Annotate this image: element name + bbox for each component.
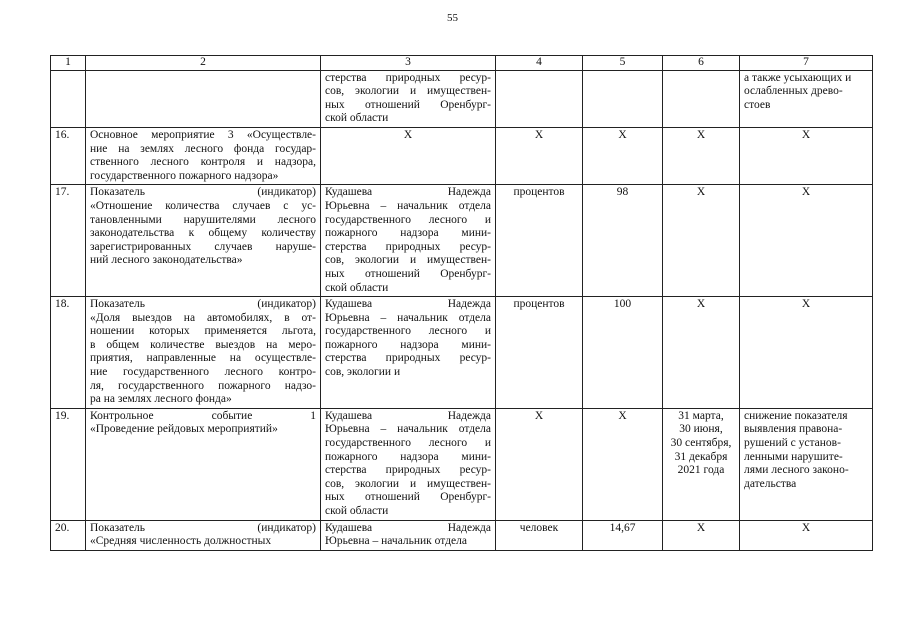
- column-header: 5: [583, 56, 663, 71]
- table-row: [51, 70, 873, 127]
- measure-name-line: ра на землях лесного фонда»: [90, 393, 232, 406]
- measure-name-line: Показатель (индикатор): [90, 521, 316, 534]
- unit-of-measure: процентов: [496, 185, 583, 297]
- table-row: [51, 185, 873, 297]
- measure-name: [86, 408, 321, 520]
- table-row: [51, 127, 873, 184]
- measure-name-line: в общем количестве выездов на меро-: [90, 338, 316, 351]
- responsible-person: [321, 408, 496, 520]
- expected-result-line: рушений с установ-: [744, 437, 841, 450]
- responsible-person-line: пожарного надзора мини-: [325, 450, 491, 463]
- expected-result-line: дательства: [744, 477, 797, 490]
- responsible-person-line: государственного лесного и: [325, 325, 491, 338]
- column-header: 3: [321, 56, 496, 71]
- measure-name-line: Контрольное событие 1: [90, 409, 316, 422]
- expected-result-line: Х: [801, 521, 811, 534]
- measure-name: [86, 185, 321, 297]
- measure-name-line: законодательства к общему количеству: [90, 227, 316, 240]
- measure-name-line: ля, государственного пожарного надзо-: [90, 379, 316, 392]
- expected-result: [740, 185, 873, 297]
- responsible-person-line: стерства природных ресур-: [325, 240, 491, 253]
- responsible-person-line: Кудашева Надежда: [325, 521, 491, 534]
- measure-name-line: «Проведение рейдовых мероприятий»: [90, 423, 278, 436]
- responsible-person: [321, 70, 496, 127]
- deadline-line: Х: [696, 298, 706, 311]
- measure-name-line: тановленными нарушителями лесного: [90, 213, 316, 226]
- responsible-person-line: стерства природных ресур-: [325, 71, 491, 84]
- measure-name-line: Основное мероприятие 3 «Осуществле-: [90, 128, 316, 141]
- column-header: 1: [51, 56, 86, 71]
- responsible-person: [321, 127, 496, 184]
- responsible-person-line: Юрьевна – начальник отдела: [325, 423, 491, 436]
- column-header: 2: [86, 56, 321, 71]
- measure-name-line: зарегистрированных случаев наруше-: [90, 240, 316, 253]
- target-value: [583, 70, 663, 127]
- responsible-person-line: Юрьевна – начальник отдела: [325, 199, 491, 212]
- expected-result: [740, 520, 873, 550]
- deadline-line: Х: [696, 186, 706, 199]
- responsible-person-line: ных отношений Оренбург-: [325, 491, 491, 504]
- measure-name: [86, 70, 321, 127]
- column-header-row: [51, 56, 873, 71]
- unit-of-measure: Х: [496, 408, 583, 520]
- deadline: [663, 127, 740, 184]
- unit-of-measure: Х: [496, 127, 583, 184]
- responsible-person-line: Кудашева Надежда: [325, 186, 491, 199]
- measure-name-line: Показатель (индикатор): [90, 298, 316, 311]
- row-number: [51, 70, 86, 127]
- measure-name-line: ний лесного законодательства»: [90, 254, 243, 267]
- responsible-person-line: Юрьевна – начальник отдела: [325, 535, 467, 548]
- measure-name: [86, 520, 321, 550]
- table-row: [51, 520, 873, 550]
- unit-of-measure: процентов: [496, 297, 583, 409]
- responsible-person-line: Х: [403, 128, 413, 141]
- responsible-person-line: стерства природных ресур-: [325, 352, 491, 365]
- responsible-person-line: государственного лесного и: [325, 213, 491, 226]
- measure-name-line: «Средняя численность должностных: [90, 535, 272, 548]
- document-table: [50, 55, 873, 551]
- deadline: [663, 408, 740, 520]
- table-body: [51, 70, 873, 550]
- responsible-person-line: государственного лесного и: [325, 437, 491, 450]
- responsible-person-line: ской области: [325, 112, 389, 125]
- responsible-person-line: ской области: [325, 281, 389, 294]
- target-value: 100: [583, 297, 663, 409]
- expected-result-line: Х: [801, 298, 811, 311]
- expected-result: [740, 127, 873, 184]
- responsible-person-line: стерства природных ресур-: [325, 464, 491, 477]
- expected-result-line: ленными нарушите-: [744, 450, 843, 463]
- target-value: 14,67: [583, 520, 663, 550]
- expected-result-line: Х: [801, 186, 811, 199]
- expected-result: [740, 297, 873, 409]
- row-number: 16.: [51, 127, 86, 184]
- responsible-person-line: Юрьевна – начальник отдела: [325, 311, 491, 324]
- deadline: [663, 297, 740, 409]
- responsible-person: [321, 185, 496, 297]
- responsible-person-line: Кудашева Надежда: [325, 298, 491, 311]
- target-value: Х: [583, 408, 663, 520]
- measure-name-line: приятия, направленные на осуществле-: [90, 352, 316, 365]
- responsible-person-line: пожарного надзора мини-: [325, 338, 491, 351]
- deadline-line: 31 декабря: [674, 450, 728, 463]
- column-header: 6: [663, 56, 740, 71]
- expected-result-line: стоев: [744, 98, 771, 111]
- measure-name-line: ношении которых применяется льгота,: [90, 325, 316, 338]
- measure-name-line: «Доля выездов на автомобилях, в от-: [90, 311, 316, 324]
- deadline-line: 2021 года: [677, 464, 725, 477]
- expected-result-line: а также усыхающих и: [744, 71, 852, 84]
- expected-result-line: ослабленных древо-: [744, 85, 843, 98]
- responsible-person: [321, 297, 496, 409]
- page-number: 55: [447, 12, 458, 24]
- expected-result-line: выявления правона-: [744, 423, 843, 436]
- responsible-person-line: сов, экологии и имуществен-: [325, 254, 491, 267]
- row-number: 17.: [51, 185, 86, 297]
- responsible-person-line: Кудашева Надежда: [325, 409, 491, 422]
- table-row: [51, 408, 873, 520]
- deadline: [663, 70, 740, 127]
- expected-result-line: снижение показателя: [744, 409, 848, 422]
- row-number: 20.: [51, 520, 86, 550]
- expected-result-line: лями лесного законо-: [744, 464, 849, 477]
- unit-of-measure: [496, 70, 583, 127]
- deadline-line: Х: [696, 521, 706, 534]
- target-value: 98: [583, 185, 663, 297]
- row-number: 19.: [51, 408, 86, 520]
- responsible-person-line: пожарного надзора мини-: [325, 227, 491, 240]
- measure-name: [86, 127, 321, 184]
- deadline: [663, 185, 740, 297]
- table-row: [51, 297, 873, 409]
- responsible-person-line: ных отношений Оренбург-: [325, 267, 491, 280]
- measure-name-line: ние на землях лесного фонда государ-: [90, 142, 316, 155]
- responsible-person-line: сов, экологии и имуществен-: [325, 85, 491, 98]
- row-number: 18.: [51, 297, 86, 409]
- measure-name-line: «Отношение количества случаев с ус-: [90, 199, 316, 212]
- measure-name-line: ние государственного лесного контро-: [90, 366, 316, 379]
- responsible-person-line: ных отношений Оренбург-: [325, 98, 491, 111]
- deadline-line: 30 сентября,: [670, 437, 732, 450]
- deadline-line: 31 марта,: [678, 409, 724, 422]
- deadline-line: 30 июня,: [679, 423, 723, 436]
- target-value: Х: [583, 127, 663, 184]
- expected-result: [740, 70, 873, 127]
- responsible-person-line: сов, экологии и: [325, 366, 401, 379]
- measure-name-line: государственного пожарного надзора»: [90, 169, 279, 182]
- measure-name-line: Показатель (индикатор): [90, 186, 316, 199]
- column-header: 4: [496, 56, 583, 71]
- column-header: 7: [740, 56, 873, 71]
- responsible-person-line: сов, экологии и имуществен-: [325, 477, 491, 490]
- responsible-person-line: ской области: [325, 505, 389, 517]
- deadline-line: Х: [696, 128, 706, 141]
- measure-name-line: ственного лесного контроля и надзора,: [90, 156, 316, 169]
- expected-result: [740, 408, 873, 520]
- deadline: [663, 520, 740, 550]
- expected-result-line: Х: [801, 128, 811, 141]
- unit-of-measure: человек: [496, 520, 583, 550]
- responsible-person: [321, 520, 496, 550]
- measure-name: [86, 297, 321, 409]
